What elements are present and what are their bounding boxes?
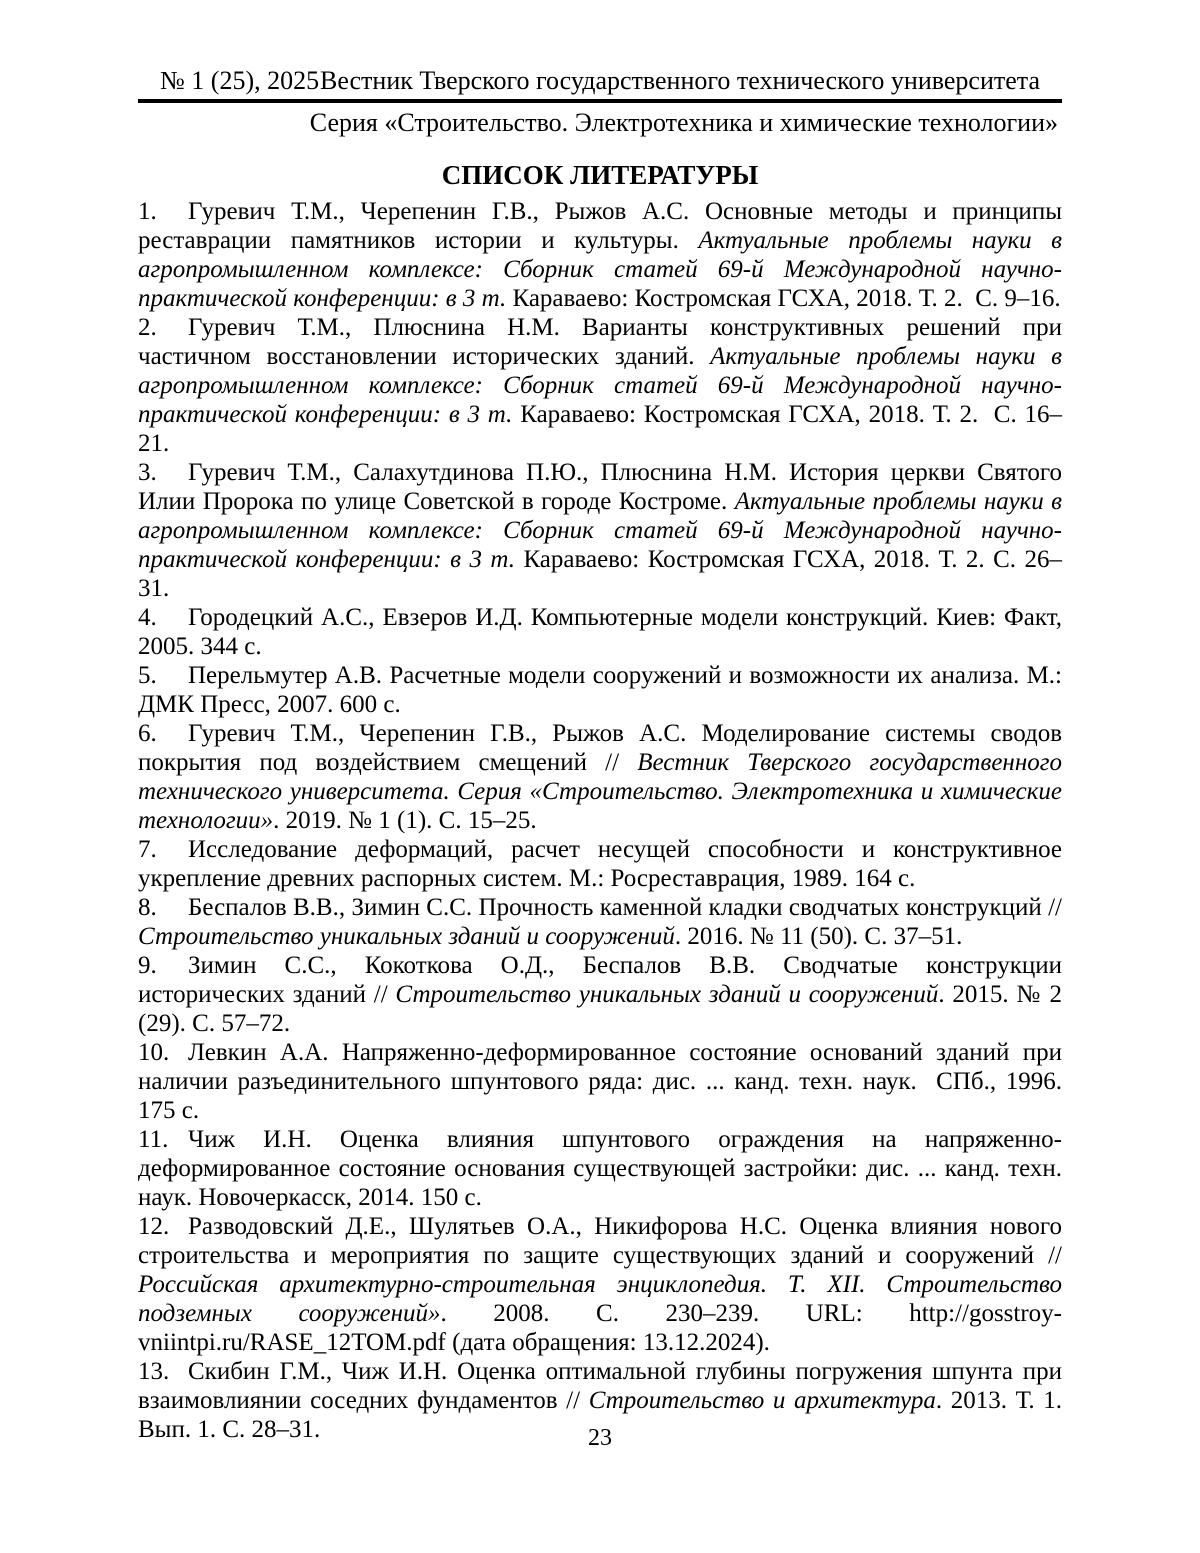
page-header: [138, 66, 1062, 138]
reference-text: Гуревич Т.М., Черепенин Г.В., Рыжов А.С. Основные методы и принципы реставрации памятников истории и культуры.: [138, 198, 1062, 254]
reference-text: Перельмутер А.В. Расчетные модели сооружений и возможности их анализа. М.: ДМК Пресс, 2007. 600 с.: [138, 662, 1062, 718]
reference-entry-12: [138, 1212, 1062, 1357]
reference-number: 2.: [138, 314, 157, 341]
reference-entry-8: [138, 893, 1062, 951]
reference-entry-5: [138, 661, 1062, 719]
reference-text: Караваево: Костромская ГСХА, 2018. Т. 2. С. 16–21.: [138, 401, 1063, 457]
reference-entry-6: [138, 719, 1062, 835]
reference-text: . 2016. № 11 (50). С. 37–51.: [674, 923, 963, 950]
reference-entry-1: [138, 197, 1062, 313]
reference-text: Гуревич Т.М., Салахутдинова П.Ю., Плюснина Н.М. История церкви Святого Илии Пророка по улице Советской в городе Костроме.: [138, 459, 1062, 515]
reference-entry-2: [138, 313, 1062, 458]
reference-source-italic: Вестник Тверского государственного технического университета. Серия «Строительство. Электротехника и химические технологии»: [138, 749, 1062, 834]
reference-text: Разводовский Д.Е., Шулятьев О.А., Никифорова Н.С. Оценка влияния нового строительства и мероприятия по защите существующих зданий и сооружений //: [138, 1213, 1062, 1269]
reference-text: Левкин А.А. Напряженно-деформированное состояние оснований зданий при наличии разъединительного шпунтового ряда: дис. ... канд. техн. наук. СПб., 1996. 175 с.: [138, 1039, 1062, 1124]
reference-source-italic: Актуальные проблемы науки в агропромышленном комплексе: Сборник статей 69-й Международной научно-практической конференции: в 3 т.: [138, 488, 1062, 573]
reference-text: Городецкий А.С., Евзеров И.Д. Компьютерные модели конструкций. Киев: Факт, 2005. 344 с.: [138, 604, 1062, 660]
header-row: [138, 66, 1062, 96]
reference-number: 9.: [138, 952, 157, 979]
issue-number: № 1 (25), 2025: [160, 66, 320, 95]
reference-source-italic: Актуальные проблемы науки в агропромышленном комплексе: Сборник статей 69-й Международной научно-практической конференции: в 3 т.: [138, 227, 1063, 312]
page-number: 23: [588, 1425, 612, 1451]
reference-text: Беспалов В.В., Зимин С.С. Прочность каменной кладки сводчатых конструкций //: [188, 894, 1062, 921]
reference-source-italic: Актуальные проблемы науки в агропромышленном комплексе: Сборник статей 69-й Международной научно-практической конференции: в 3 т.: [138, 343, 1063, 428]
reference-source-italic: Строительство уникальных зданий и сооружений: [138, 923, 675, 950]
reference-text: Исследование деформаций, расчет несущей способности и конструктивное укрепление древних распорных систем. М.: Росреставрация, 1989. 164 с.: [138, 836, 1062, 892]
reference-number: 6.: [138, 720, 157, 747]
section-title: СПИСОК ЛИТЕРАТУРЫ: [441, 160, 759, 190]
reference-entry-4: [138, 603, 1062, 661]
reference-text: Гуревич Т.М., Черепенин Г.В., Рыжов А.С. Моделирование системы сводов покрытия под воздействием смещений //: [138, 720, 1062, 776]
reference-number: 11.: [138, 1126, 169, 1153]
reference-entry-7: [138, 835, 1062, 893]
reference-text: Караваево: Костромская ГСХА, 2018. Т. 2. С. 26–31.: [138, 546, 1062, 602]
reference-text: Зимин С.С., Кокоткова О.Д., Беспалов В.В. Сводчатые конструкции исторических зданий //: [138, 952, 1062, 1008]
reference-text: Караваево: Костромская ГСХА, 2018. Т. 2. С. 9–16.: [506, 285, 1061, 312]
reference-text: . 2008. С. 230–239. URL: http://gosstroy-vniintpi.ru/RASE_12TOM.pdf (дата обращения: 13.12.2024).: [138, 1300, 1062, 1356]
reference-number: 13.: [138, 1358, 170, 1385]
reference-number: 12.: [138, 1213, 170, 1240]
reference-text: Гуревич Т.М., Плюснина Н.М. Варианты конструктивных решений при частичном восстановлении исторических зданий.: [138, 314, 1062, 370]
reference-text: Скибин Г.М., Чиж И.Н. Оценка оптимальной глубины погружения шпунта при взаимовлиянии соседних фундаментов //: [138, 1358, 1062, 1414]
reference-entry-9: [138, 951, 1062, 1038]
reference-number: 10.: [138, 1039, 170, 1066]
reference-number: 1.: [138, 198, 157, 225]
reference-number: 8.: [138, 894, 157, 921]
reference-source-italic: Строительство и архитектура: [588, 1387, 936, 1414]
page-body: [138, 161, 1062, 1444]
reference-text: . 2015. № 2 (29). С. 57–72.: [138, 981, 1062, 1037]
reference-entry-10: [138, 1038, 1062, 1125]
reference-number: 5.: [138, 662, 157, 689]
reference-number: 7.: [138, 836, 157, 863]
journal-title: Вестник Тверского государственного технического университета: [319, 66, 1040, 95]
reference-entry-11: [138, 1125, 1062, 1212]
header-rule: [138, 99, 1062, 103]
reference-entry-3: [138, 458, 1062, 603]
reference-number: 3.: [138, 459, 157, 486]
reference-source-italic: Строительство уникальных зданий и сооружений: [395, 981, 939, 1008]
reference-text: . 2013. Т. 1. Вып. 1. С. 28–31.: [138, 1387, 1062, 1443]
reference-text: . 2019. № 1 (1). С. 15–25.: [273, 807, 537, 834]
journal-series: Серия «Строительство. Электротехника и химические технологии»: [309, 108, 1058, 137]
reference-number: 4.: [138, 604, 157, 631]
reference-text: Чиж И.Н. Оценка влияния шпунтового ограждения на напряженно-деформированное состояние основания существующей застройки: дис. ... канд. техн. наук. Новочеркасск, 2014. 150 с.: [138, 1126, 1062, 1211]
reference-source-italic: Российская архитектурно-строительная энциклопедия. Т. XII. Строительство подземных сооружений»: [138, 1271, 1062, 1327]
references-list: [138, 197, 1062, 1444]
